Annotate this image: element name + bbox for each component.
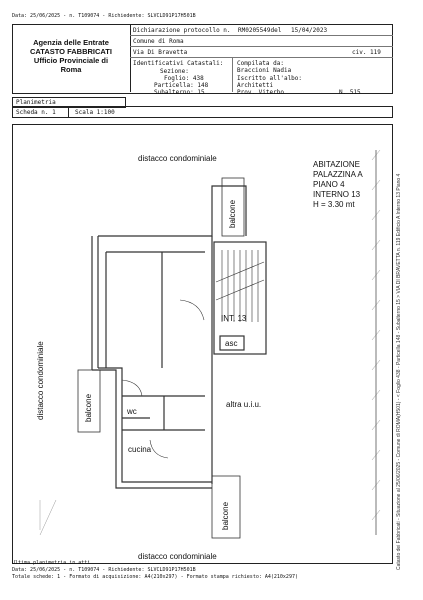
particella-label: Particella: 148 <box>154 82 209 89</box>
ufficio-city: Roma <box>60 65 82 74</box>
catasto-title: CATASTO FABBRICATI <box>30 47 112 56</box>
compilata-label: Compilata da: <box>237 60 284 67</box>
altra-uiu-label: altra u.i.u. <box>226 400 262 409</box>
scheda-label: Scheda n. 1 <box>16 109 56 116</box>
via-label: Via Di Bravetta <box>133 49 188 56</box>
identificativi-label: Identificativi Catastali: <box>133 60 224 67</box>
distacco-left-label: distacco condominiale <box>36 341 45 420</box>
balcone-left-label: balcone <box>84 393 93 422</box>
foglio-label: Foglio: 438 <box>164 75 204 82</box>
footer-line2: Data: 25/06/2025 - n. T109074 - Richiedente: SLVCLD91P17H501B <box>12 567 196 573</box>
footer-line1: Ultima planimetria in atti <box>12 560 91 566</box>
balcone-bottom-label: balcone <box>221 501 230 530</box>
interno-line: INTERNO 13 <box>313 190 361 199</box>
prov-label: Prov. Viterbo <box>237 89 284 96</box>
distacco-top-label: distacco condominiale <box>138 154 217 163</box>
dichiarazione-value: RM0205549del <box>238 27 282 34</box>
balcone-top-label: balcone <box>228 199 237 228</box>
cucina-label: cucina <box>128 445 152 454</box>
compilata-value: Braccioni Nadia <box>237 67 292 74</box>
top-note: Data: 25/06/2025 - n. T109074 - Richiedente: SLVCLD91P17H501B <box>12 13 196 19</box>
sezione-label: Sezione: <box>160 68 189 75</box>
n-iscrizione: N. 515 <box>339 89 361 96</box>
civico: civ. 119 <box>352 49 381 56</box>
abitazione-line: ABITAZIONE <box>313 160 360 169</box>
scala-label: Scala 1:100 <box>75 109 115 116</box>
altezza-line: H = 3.30 mt <box>313 200 355 209</box>
distacco-bottom-label: distacco condominiale <box>138 552 217 561</box>
side-note: Catasto dei Fabbricati - Situazione al 25/06/2025 - Comune di ROMA(H501) - < Foglio 438 - Particella 148 - Subalterno 15 > VIA DI BRAVETTA n. 119 Edificio A Interno 13 Piano 4 <box>396 173 402 570</box>
comune-label: Comune di Roma <box>133 38 184 45</box>
palazzina-line: PALAZZINA A <box>313 170 363 179</box>
wc-label: wc <box>127 407 137 416</box>
ufficio-label: Ufficio Provinciale di <box>33 56 109 65</box>
planimetria-label: Planimetria <box>16 99 56 106</box>
abitazione-block <box>313 160 363 210</box>
iscritto-label: Iscritto all'albo: <box>237 75 303 82</box>
iscritto-value: Architetti <box>237 82 274 89</box>
int-label: INT. 13 <box>221 314 247 323</box>
piano-line: PIANO 4 <box>313 180 345 189</box>
subalterno-label: Subalterno: 15 <box>154 89 205 96</box>
dichiarazione-label: Dichiarazione protocollo n. <box>133 27 231 34</box>
dichiarazione-date: 15/04/2023 <box>291 27 328 34</box>
asc-label: asc <box>225 339 238 348</box>
agency-name: Agenzia delle Entrate <box>33 38 109 47</box>
footer-line3: Totale schede: 1 - Formato di acquisizione: A4(210x297) - Formato stampa richiesto: A4(210x297) <box>12 574 298 580</box>
